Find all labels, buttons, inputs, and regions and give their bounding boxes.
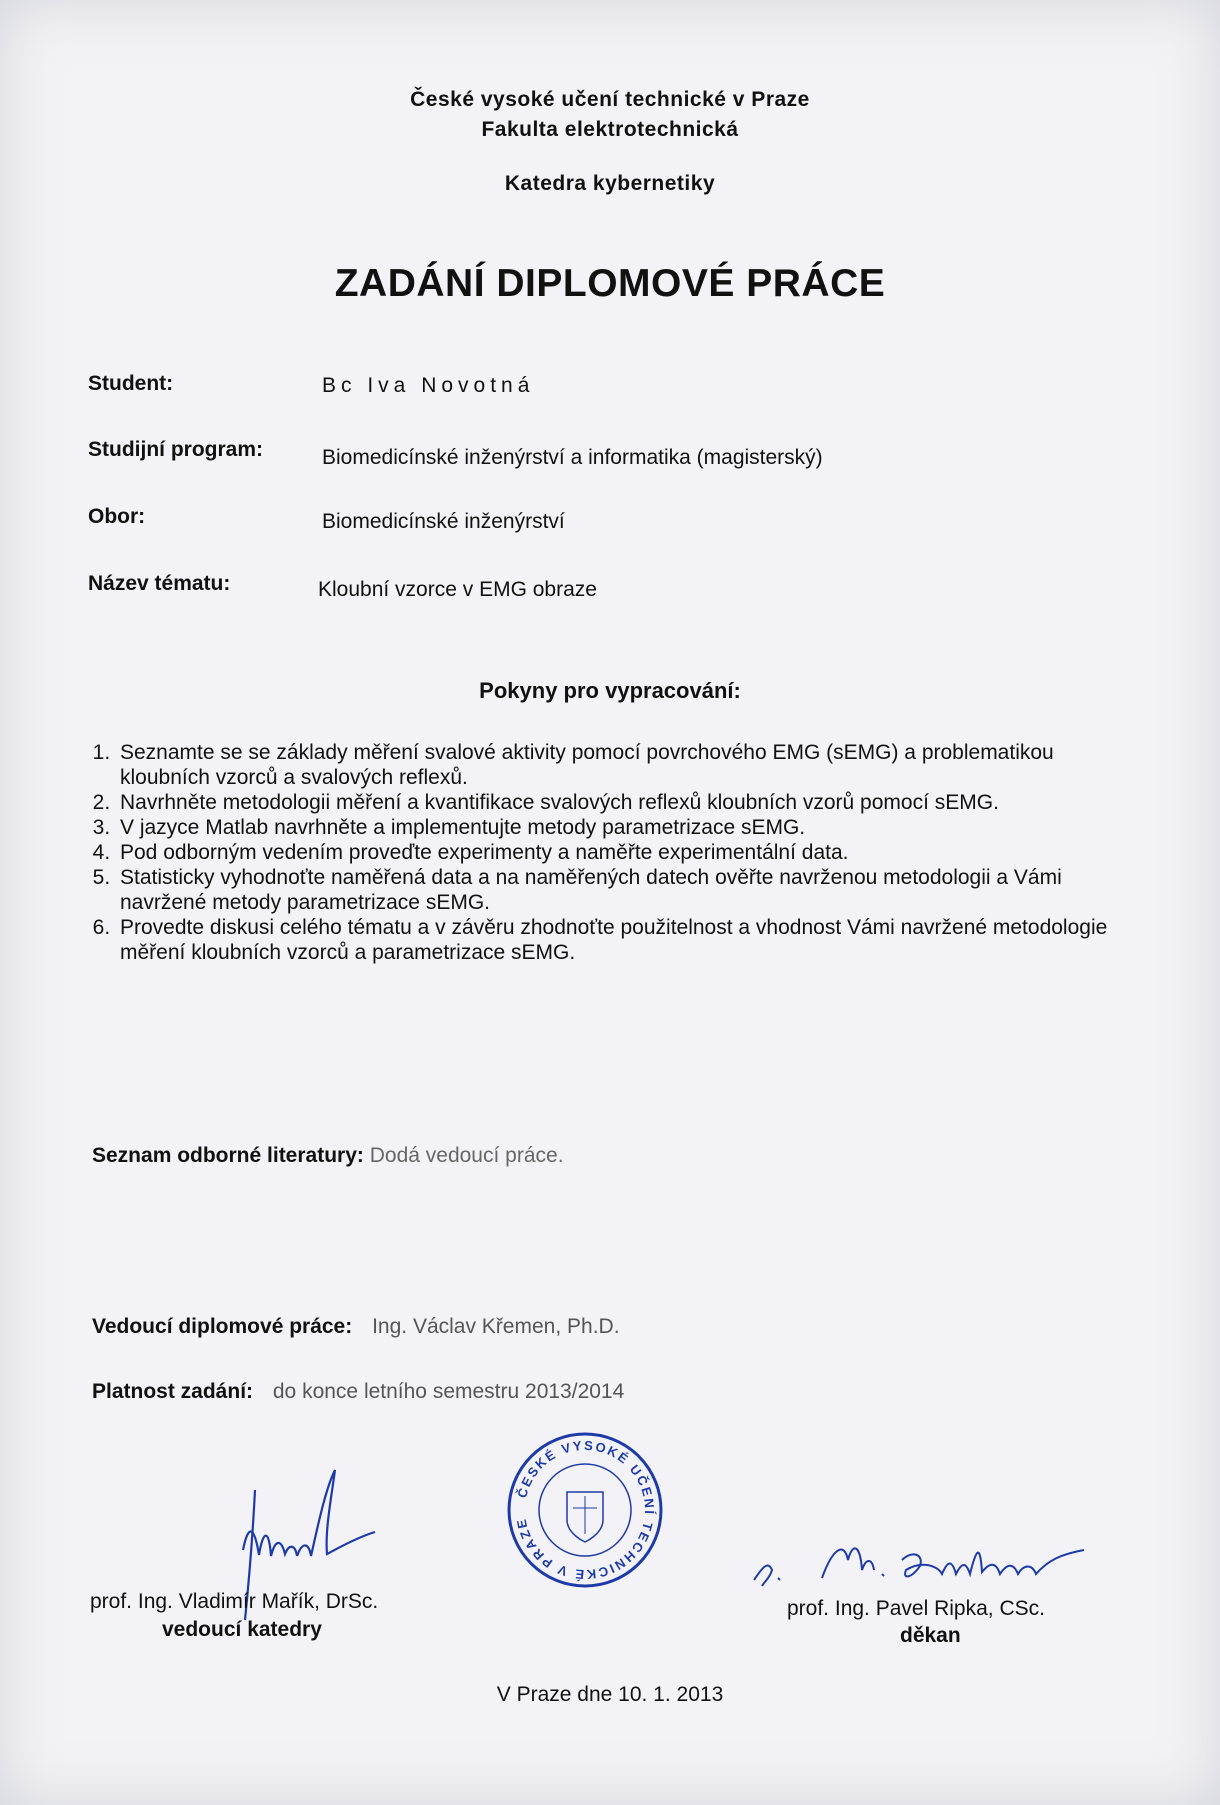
instruction-item: 2. Navrhněte metodologii měření a kvantifikace svalových reflexů kloubních vzorů pomocí sEMG. — [116, 790, 1116, 815]
student-value: Bc Iva Novotná — [322, 374, 535, 397]
validity-line — [92, 1380, 624, 1404]
student-label: Student: — [88, 372, 174, 395]
faculty-name: Fakulta elektrotechnická — [481, 118, 739, 141]
instruction-item: 1. Seznamte se se základy měření svalové aktivity pomocí povrchového EMG (sEMG) a problematikou kloubních vzorců a svalových reflexů. — [116, 740, 1116, 790]
stamp-text: ČESKÉ VYSOKÉ UČENÍ TECHNICKÉ V PRAZE — [513, 1437, 658, 1583]
literature-label: Seznam odborné literatury: — [92, 1144, 364, 1167]
obor-label: Obor: — [88, 505, 146, 528]
instruction-item: 5. Statisticky vyhodnoťte naměřená data a na naměřených datech ověřte navrženou metodologii a Vámi navržené metody parametrizace sEMG. — [116, 865, 1116, 915]
head-of-department-name: prof. Ing. Vladimír Mařík, DrSc. — [90, 1590, 379, 1613]
instructions-list — [88, 740, 1116, 965]
validity-label: Platnost zadání: — [92, 1380, 254, 1403]
document-title: ZADÁNÍ DIPLOMOVÉ PRÁCE — [334, 262, 886, 305]
literature-line — [92, 1144, 564, 1168]
supervisor-line — [92, 1315, 620, 1339]
topic-value: Kloubní vzorce v EMG obraze — [318, 578, 597, 601]
instruction-item: 3. V jazyce Matlab navrhněte a implementujte metody parametrizace sEMG. — [116, 815, 1116, 840]
department-name: Katedra kybernetiky — [504, 172, 716, 195]
instruction-item: 6. Provedte diskusi celého tématu a v závěru zhodnoťte použitelnost a vhodnost Vámi navržené metodologie měření kloubních vzorců a parametrizace sEMG. — [116, 915, 1116, 965]
literature-value: Dodá vedoucí práce. — [369, 1144, 564, 1167]
university-name: České vysoké učení technické v Praze — [410, 88, 810, 111]
head-of-department-role: vedoucí katedry — [162, 1618, 322, 1641]
supervisor-value: Ing. Václav Křemen, Ph.D. — [372, 1315, 620, 1338]
program-label: Studijní program: — [88, 438, 263, 461]
faculty-stamp — [505, 1430, 665, 1590]
validity-value: do konce letního semestru 2013/2014 — [272, 1380, 625, 1403]
dean-role: děkan — [900, 1624, 961, 1647]
instructions-heading: Pokyny pro vypracování: — [479, 678, 741, 703]
supervisor-label: Vedoucí diplomové práce: — [92, 1315, 353, 1338]
topic-label: Název tématu: — [88, 572, 231, 595]
instruction-item: 4. Pod odborným vedením proveďte experimenty a naměřte experimentální data. — [116, 840, 1116, 865]
obor-value: Biomedicínské inženýrství — [322, 510, 565, 533]
program-value: Biomedicínské inženýrství a informatika (magisterský) — [322, 446, 823, 469]
dean-name: prof. Ing. Pavel Ripka, CSc. — [787, 1597, 1045, 1620]
issue-date: V Praze dne 10. 1. 2013 — [496, 1683, 724, 1706]
